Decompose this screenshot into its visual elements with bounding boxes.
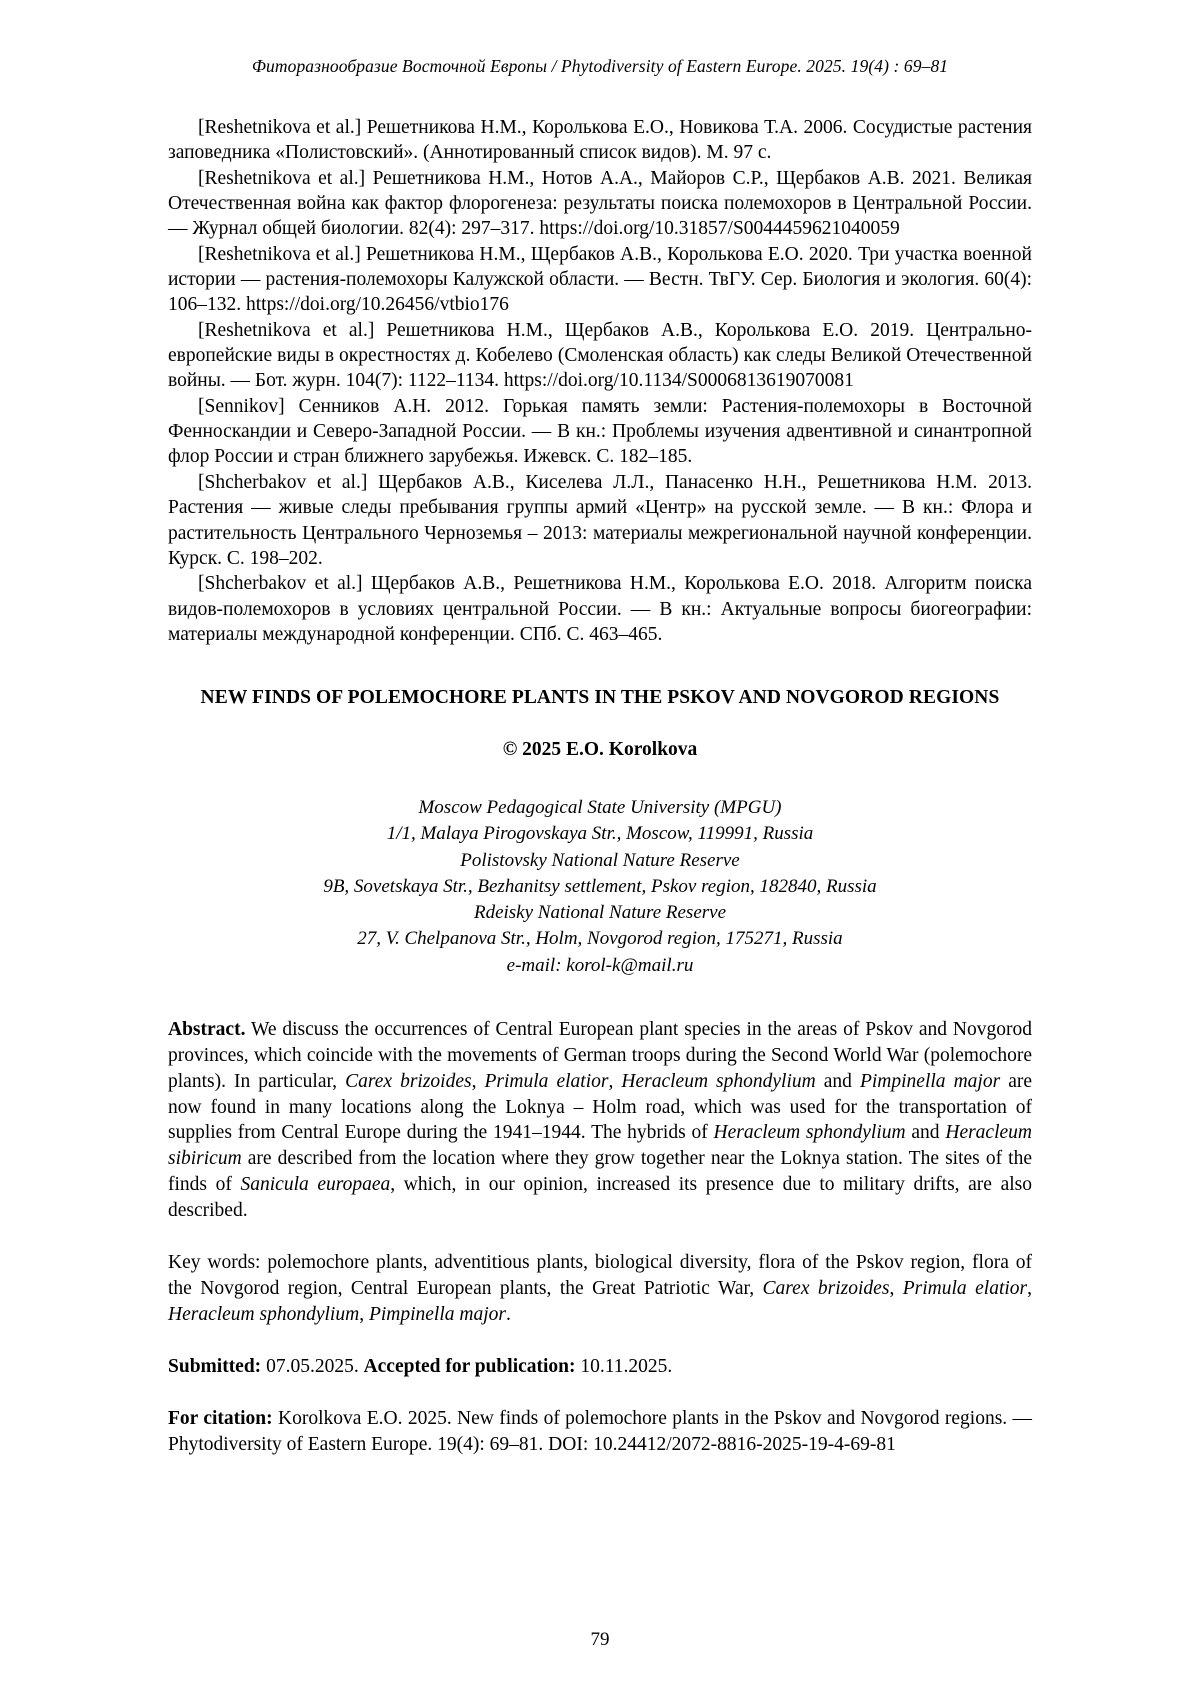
reference-item: [Reshetnikova et al.] Решетникова Н.М., Щербаков А.В., Королькова Е.О. 2020. Три участка военной истории — растения-полемохоры Калужской области. — Вестн. ТвГУ. Сер. Биология и экология. 60(4): 106–132. https://doi.org/10.26456/vtbio176: [168, 243, 1032, 316]
abstract-text: We discuss the occurrences of Central European plant species in the areas of Pskov and Novgorod provinces, which coincide with the movements of German troops during the Second World War (polemochore plants). In particular, Carex brizoides, Primula elatior, Heracleum sphondylium and Pimpinella major are now found in many locations along the Loknya – Holm road, which was used for the transportation of supplies from Central Europe during the 1941–1944. The hybrids of Heracleum sphondylium and Heracleum sibiricum are described from the location where they grow together near the Loknya station. The sites of the finds of Sanicula europaea, which, in our opinion, increased its presence due to military drifts, are also described.: [168, 1018, 1033, 1222]
running-head: Фиторазнообразие Восточной Европы / Phytodiversity of Eastern Europe. 2025. 19(4) : 69–81: [251, 56, 949, 76]
abstract-block: [168, 1017, 1032, 1224]
affiliation-line: Polistovsky National Nature Reserve: [460, 849, 740, 871]
reference-item: [Reshetnikova et al.] Решетникова Н.М., Щербаков А.В., Королькова Е.О. 2019. Центрально-европейские виды в окрестностях д. Кобелево (Смоленская область) как следы Великой Отечественной войны. — Бот. журн. 104(7): 1122–1134. https://doi.org/10.1134/S0006813619070081: [168, 319, 1032, 392]
submitted-date: 07.05.2025.: [266, 1355, 359, 1377]
references-list: [168, 115, 1032, 647]
keywords-label: Key words:: [168, 1252, 261, 1274]
abstract-label: Abstract.: [168, 1018, 246, 1040]
affiliation-line: 9B, Sovetskaya Str., Bezhanitsy settlement, Pskov region, 182840, Russia: [323, 875, 877, 897]
reference-item: [Shcherbakov et al.] Щербаков А.В., Решетникова Н.М., Королькова Е.О. 2018. Алгоритм поиска видов-полемохоров в условиях центральной России. — В кн.: Актуальные вопросы биогеографии: материалы международной конференции. СПб. С. 463–465.: [168, 573, 1032, 645]
reference-item: [Shcherbakov et al.] Щербаков А.В., Киселева Л.Л., Панасенко Н.Н., Решетникова Н.М. 2013. Растения — живые следы пребывания группы армий «Центр» на русской земле. — В кн.: Флора и растительность Центрального Черноземья – 2013: материалы межрегиональной научной конференции. Курск. С. 198–202.: [168, 471, 1032, 569]
citation-label: For citation:: [168, 1407, 273, 1429]
citation-block: [168, 1406, 1032, 1458]
affiliations-block: [168, 795, 1032, 979]
reference-item: [Reshetnikova et al.] Решетникова Н.М., Нотов А.А., Майоров С.Р., Щербаков А.В. 2021. Великая Отечественная война как фактор флорогенеза: результаты поиска полемохоров в Центральной России. — Журнал общей биологии. 82(4): 297–317. https://doi.org/10.31857/S0044459621040059: [168, 167, 1032, 240]
submitted-label: Submitted:: [168, 1355, 262, 1377]
reference-item: [Reshetnikova et al.] Решетникова Н.М., Королькова Е.О., Новикова Т.А. 2006. Сосудистые растения заповедника «Полистовский». (Аннотированный список видов). М. 97 с.: [168, 117, 1032, 164]
copyright-line: © 2025 E.O. Korolkova: [502, 739, 698, 761]
affiliation-line: 27, V. Chelpanova Str., Holm, Novgorod region, 175271, Russia: [357, 928, 843, 950]
accepted-date: 10.11.2025.: [580, 1355, 673, 1377]
citation-text: Korolkova E.O. 2025. New finds of polemochore plants in the Pskov and Novgorod regions. — Phytodiversity of Eastern Europe. 19(4): 69–81. DOI: 10.24412/2072-8816-2025-19-4-69-81: [168, 1407, 1033, 1455]
keywords-text: polemochore plants, adventitious plants, biological diversity, flora of the Pskov region, flora of the Novgorod region, Central European plants, the Great Patriotic War, Carex brizoides, Primula elatior, Heracleum sphondylium, Pimpinella major.: [168, 1252, 1032, 1325]
reference-item: [Sennikov] Сенников А.Н. 2012. Горькая память земли: Растения-полемохоры в Восточной Фенноскандии и Северо-Западной России. — В кн.: Проблемы изучения адвентивной и синантропной флор России и стран ближнего зарубежья. Ижевск. С. 182–185.: [168, 395, 1032, 468]
page-number: 79: [590, 1629, 610, 1650]
dates-block: [168, 1354, 1032, 1380]
affiliation-line: Rdeisky National Nature Reserve: [473, 902, 727, 924]
accepted-label: Accepted for publication:: [363, 1355, 576, 1377]
affiliation-line: 1/1, Malaya Pirogovskaya Str., Moscow, 119991, Russia: [386, 823, 814, 845]
affiliation-email: e-mail: korol-k@mail.ru: [506, 954, 694, 976]
article-title-en: NEW FINDS OF POLEMOCHORE PLANTS IN THE PSKOV AND NOVGOROD REGIONS: [200, 687, 1000, 709]
keywords-block: [168, 1250, 1032, 1328]
affiliation-line: Moscow Pedagogical State University (MPGU): [418, 797, 782, 819]
